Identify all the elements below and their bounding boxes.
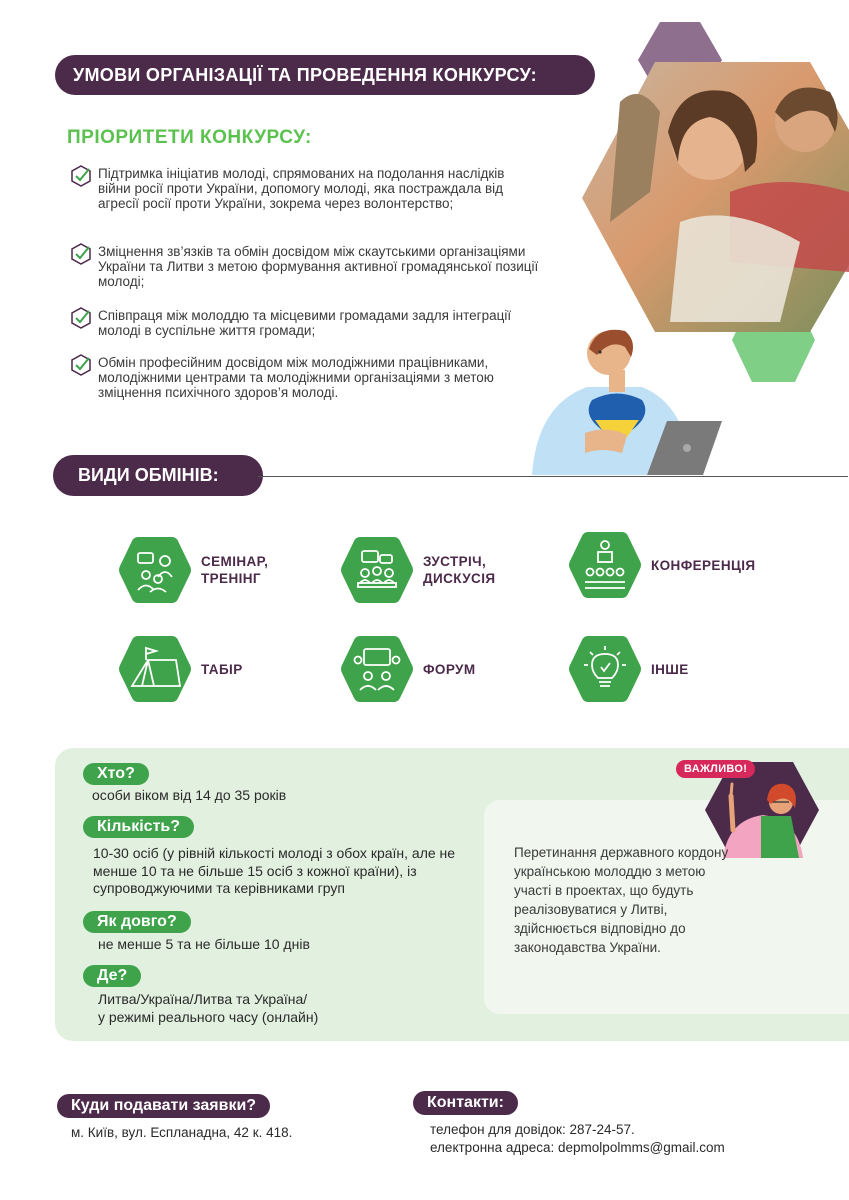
apply-address: м. Київ, вул. Еспланадна, 42 к. 418. bbox=[71, 1125, 293, 1140]
exchange-type-label: КОНФЕРЕНЦІЯ bbox=[651, 557, 756, 573]
checkmark-icon bbox=[70, 243, 92, 265]
where-answer-line2: у режимі реального часу (онлайн) bbox=[98, 1009, 319, 1025]
priority-item: Співпраця між молоддю та місцевими громадами задля інтеграції молоді в суспільне життя громади; bbox=[70, 308, 540, 338]
tent-icon bbox=[118, 634, 192, 704]
person-laptop-illustration bbox=[527, 325, 722, 477]
checkmark-icon bbox=[70, 354, 92, 376]
contacts-phone: телефон для довідок: 287-24-57. bbox=[430, 1122, 635, 1137]
exchange-type-conference bbox=[568, 530, 756, 600]
exchange-type-label: ЗУСТРІЧ, ДИСКУСІЯ bbox=[423, 554, 496, 586]
forum-icon bbox=[340, 634, 414, 704]
who-question: Хто? bbox=[83, 763, 149, 785]
exchange-type-label: ФОРУМ bbox=[423, 661, 476, 677]
contacts-email[interactable]: електронна адреса: depmolpolmms@gmail.com bbox=[430, 1140, 725, 1155]
exchange-type-seminar bbox=[118, 535, 268, 605]
section-header-conditions: УМОВИ ОРГАНІЗАЦІЇ ТА ПРОВЕДЕННЯ КОНКУРСУ: bbox=[55, 55, 595, 95]
exchange-type-camp bbox=[118, 634, 243, 704]
exchange-type-forum bbox=[340, 634, 476, 704]
exchange-type-meeting bbox=[340, 535, 495, 605]
exchange-type-other bbox=[568, 634, 689, 704]
contacts-title: Контакти: bbox=[413, 1091, 518, 1115]
exchange-type-label: СЕМІНАР, ТРЕНІНГ bbox=[201, 554, 269, 586]
where-question: Де? bbox=[83, 965, 141, 987]
divider bbox=[258, 476, 848, 477]
section-header-exchange-types: ВИДИ ОБМІНІВ: bbox=[53, 455, 263, 496]
priority-item: Обмін професійним досвідом між молодіжними працівниками, молодіжними центрами та молодіжними організаціями з метою зміцнення психічного здоров’я молоді. bbox=[70, 355, 540, 400]
who-answer: особи віком від 14 до 35 років bbox=[92, 787, 287, 803]
important-note-text: Перетинання державного кордону українською молоддю з метою участі в проектах, що будуть реалізовуватися у Литві, здійснюється відповідно до законодавства України. bbox=[514, 845, 729, 955]
priority-item: Підтримка ініціатив молоді, спрямованих на подолання наслідків війни росії проти України, допомогу молоді, яка постраждала від агресії росії проти України, зокрема через волонтерство; bbox=[70, 166, 540, 211]
important-badge: ВАЖЛИВО! bbox=[676, 760, 755, 778]
priorities-title: ПРІОРИТЕТИ КОНКУРСУ: bbox=[67, 127, 312, 148]
checkmark-icon bbox=[70, 307, 92, 329]
count-answer: 10-30 осіб (у рівній кількості молоді з обох країн, але не менше 10 та не більше 15 осіб з кожної країни), із супроводжуючими та керівниками груп bbox=[93, 845, 456, 896]
seminar-icon bbox=[118, 535, 192, 605]
exchange-type-label: ТАБІР bbox=[201, 661, 243, 677]
count-question: Кількість? bbox=[83, 816, 194, 838]
lightbulb-icon bbox=[568, 634, 642, 704]
apply-title: Куди подавати заявки? bbox=[57, 1094, 270, 1118]
priority-item: Зміцнення зв’язків та обмін досвідом між скаутськими організаціями України та Литви з метою формування активної громадянської позиції молоді; bbox=[70, 244, 540, 289]
checkmark-icon bbox=[70, 165, 92, 187]
duration-answer: не менше 5 та не більше 10 днів bbox=[98, 936, 310, 952]
exchange-type-label: ІНШЕ bbox=[651, 661, 689, 677]
where-answer-line1: Литва/Україна/Литва та Україна/ bbox=[98, 991, 308, 1007]
conference-icon bbox=[568, 530, 642, 600]
meeting-icon bbox=[340, 535, 414, 605]
duration-question: Як довго? bbox=[83, 911, 191, 933]
